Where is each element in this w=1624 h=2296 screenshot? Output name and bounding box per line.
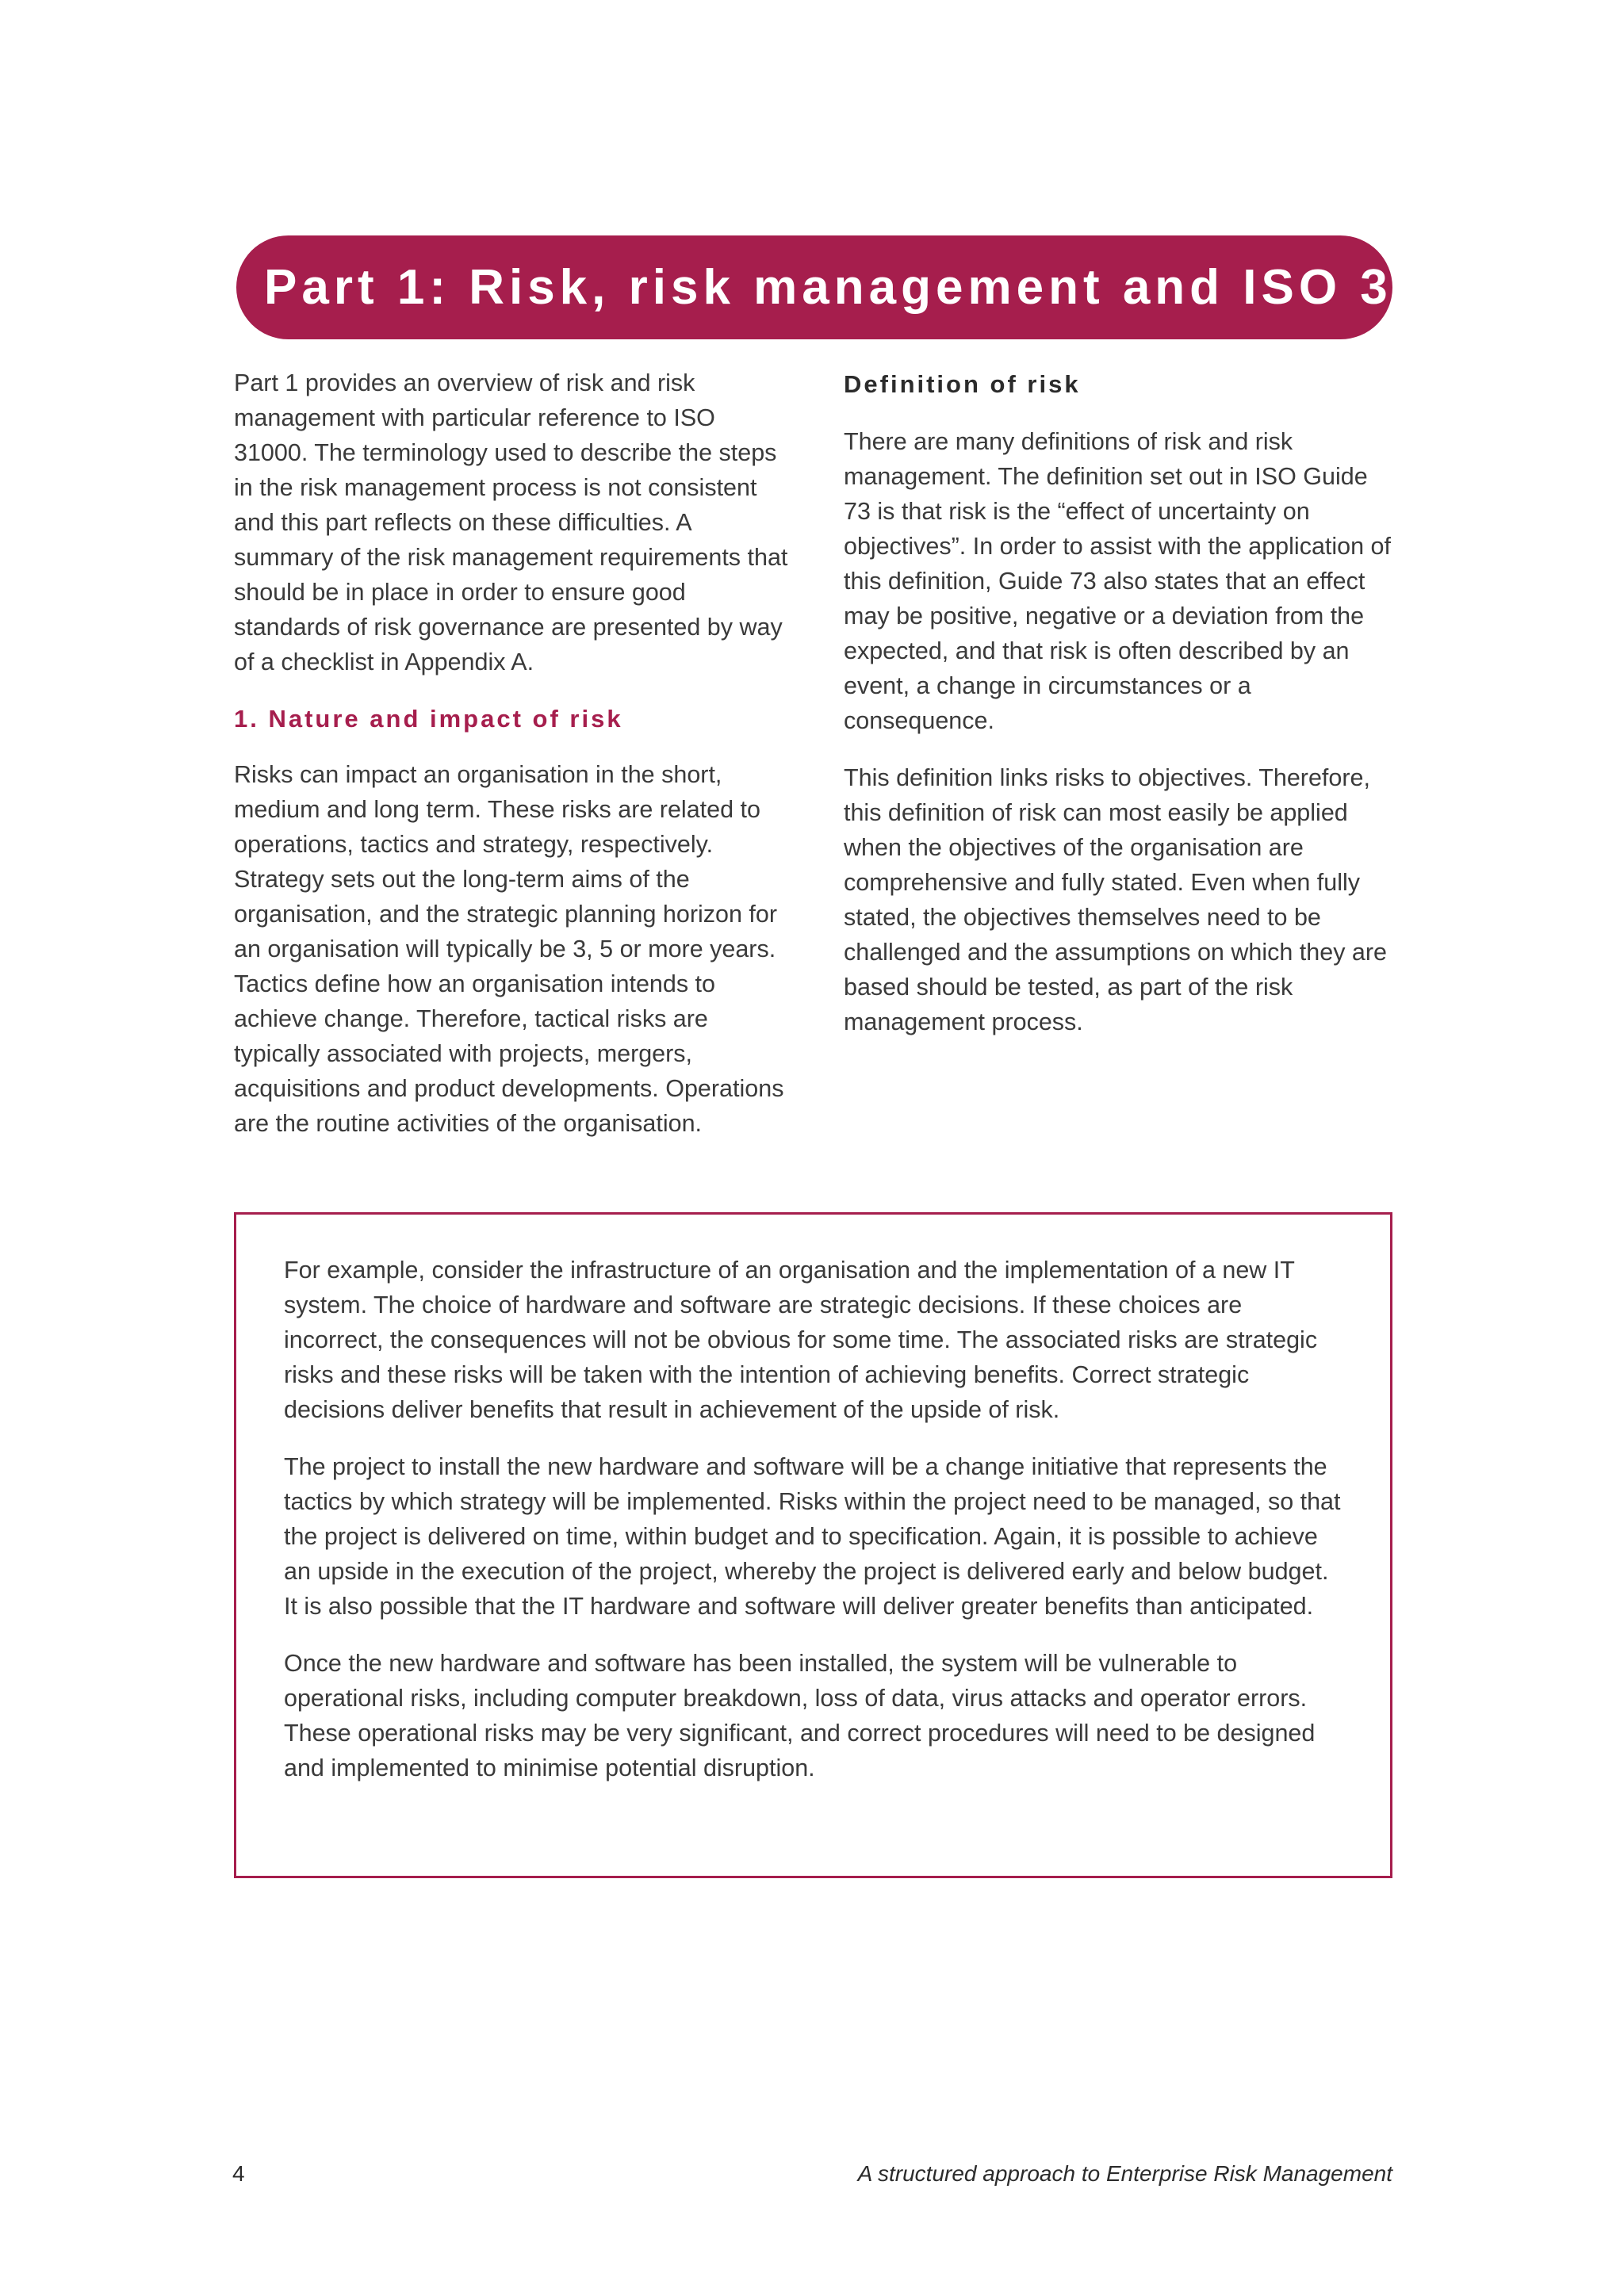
example-paragraph-1: For example, consider the infrastructure of an organisation and the implementation of a new IT system. The choice of hardware and software are strategic decisions. If these choices are incorrect, the consequences will not be obvious for some time. The associated risks are strategic risks and these risks will be taken with the intention of achieving benefits. Correct strategic decisions deliver benefits that result in achievement of the upside of risk. <box>284 1257 1318 1423</box>
section-heading-nature-impact: 1. Nature and impact of risk <box>234 705 623 733</box>
part-title-banner <box>236 235 1521 339</box>
part-title: Part 1: Risk, risk management and ISO 31000 <box>264 260 1521 315</box>
example-box <box>234 1212 1392 1878</box>
example-paragraph-3: Once the new hardware and software has been installed, the system will be vulnerable to operational risks, including computer breakdown, loss of data, virus attacks and operator errors. These operational risks may be very significant, and correct procedures will need to be designed and implemented to minimise potential disruption. <box>284 1650 1316 1781</box>
left-column <box>234 365 789 1163</box>
nature-impact-paragraph: Risks can impact an organisation in the short, medium and long term. These risks are related to operations, tactics and strategy, respectively. Strategy sets out the long-term aims of the organisation, and the strategic planning horizon for an organisation will typically be 3, 5 or more years. Tactics define how an organisation intends to achieve change. Therefore, tactical risks are typically associated with projects, mergers, acquisitions and product developments. Operations are the routine activities of the organisation. <box>234 761 784 1137</box>
definition-heading: Definition of risk <box>844 370 1081 398</box>
intro-paragraph: Part 1 provides an overview of risk and risk management with particular reference to ISO 31000. The terminology used to describe the steps in the risk management process is not consistent and this part reflects on these difficulties. A summary of the risk management requirements that should be in place in order to ensure good standards of risk governance are presented by way of a checklist in Appendix A. <box>234 369 788 675</box>
footer-document-title: A structured approach to Enterprise Risk Management <box>857 2161 1392 2186</box>
definition-paragraph-1: There are many definitions of risk and risk management. The definition set out in ISO Guide 73 is that risk is the “effect of uncertainty on objectives”. In order to assist with the application of this definition, Guide 73 also states that an effect may be positive, negative or a deviation from the expected, and that risk is often described by an event, a change in circumstances or a consequence. <box>844 428 1391 734</box>
right-column <box>844 365 1399 1062</box>
example-paragraph-2: The project to install the new hardware and software will be a change initiative that represents the tactics by which strategy will be implemented. Risks within the project need to be managed, so that the project is delivered on time, within budget and to specification. Again, it is possible to achieve an upside in the execution of the project, whereby the project is delivered early and below budget. It is also possible that the IT hardware and software will deliver greater benefits than anticipated. <box>284 1453 1341 1620</box>
page-number: 4 <box>232 2161 245 2186</box>
definition-paragraph-2: This definition links risks to objectives. Therefore, this definition of risk can most easily be applied when the objectives of the organisation are comprehensive and fully stated. Even when fully stated, the objectives themselves need to be challenged and the assumptions on which they are based should be tested, as part of the risk management process. <box>844 764 1387 1035</box>
